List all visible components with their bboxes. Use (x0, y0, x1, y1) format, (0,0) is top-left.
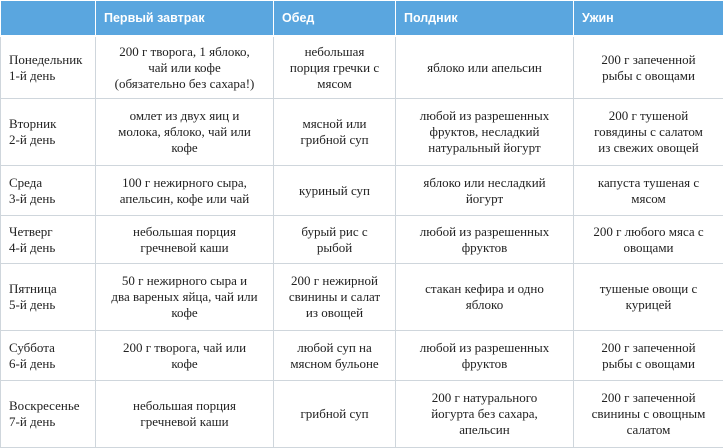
snack-cell-line: яблоко (402, 297, 567, 313)
day-cell (1, 381, 96, 448)
dinner-cell-line: 200 г запеченной (580, 340, 717, 356)
day-cell-line: 3-й день (9, 191, 89, 207)
dinner-cell-line: 200 г любого мяса с (580, 224, 717, 240)
snack-cell (396, 331, 574, 381)
lunch-cell (274, 36, 396, 99)
lunch-cell (274, 264, 396, 331)
lunch-cell-line: рыбой (280, 240, 389, 256)
dinner-cell-line: свинины с овощным (580, 406, 717, 422)
breakfast-cell-line: кофе (102, 140, 267, 156)
day-cell (1, 166, 96, 216)
lunch-cell (274, 166, 396, 216)
header-snack: Полдник (396, 1, 574, 37)
breakfast-cell-line: 200 г творога, чай или (102, 340, 267, 356)
lunch-cell (274, 216, 396, 264)
snack-cell (396, 36, 574, 99)
snack-cell-line: фруктов (402, 356, 567, 372)
day-cell-line: Четверг (9, 224, 89, 240)
table-row (1, 99, 723, 166)
dinner-cell (574, 216, 723, 264)
breakfast-cell (96, 36, 274, 99)
lunch-cell-line: небольшая (280, 44, 389, 60)
dinner-cell-line: капуста тушеная с (580, 175, 717, 191)
breakfast-cell-line: чай или кофе (102, 60, 267, 76)
header-breakfast: Первый завтрак (96, 1, 274, 37)
table-row (1, 166, 723, 216)
snack-cell (396, 216, 574, 264)
snack-cell (396, 381, 574, 448)
lunch-cell (274, 99, 396, 166)
day-cell-line: Суббота (9, 340, 89, 356)
dinner-cell (574, 331, 723, 381)
breakfast-cell-line: апельсин, кофе или чай (102, 191, 267, 207)
snack-cell-line: стакан кефира и одно (402, 281, 567, 297)
breakfast-cell-line: кофе (102, 305, 267, 321)
breakfast-cell (96, 99, 274, 166)
lunch-cell-line: 200 г нежирной (280, 273, 389, 289)
lunch-cell-line: из овощей (280, 305, 389, 321)
dinner-cell-line: овощами (580, 240, 717, 256)
dinner-cell (574, 381, 723, 448)
snack-cell-line: любой из разрешенных (402, 108, 567, 124)
dinner-cell-line: курицей (580, 297, 717, 313)
dinner-cell-line: говядины с салатом (580, 124, 717, 140)
breakfast-cell-line: 100 г нежирного сыра, (102, 175, 267, 191)
snack-cell-line: фруктов, несладкий (402, 124, 567, 140)
lunch-cell-line: мясном бульоне (280, 356, 389, 372)
breakfast-cell-line: небольшая порция (102, 398, 267, 414)
dinner-cell-line: салатом (580, 422, 717, 438)
day-cell-line: 6-й день (9, 356, 89, 372)
day-cell-line: Понедельник (9, 52, 89, 68)
table-header-row (1, 1, 723, 37)
day-cell-line: Пятница (9, 281, 89, 297)
breakfast-cell-line: омлет из двух яиц и (102, 108, 267, 124)
dinner-cell (574, 264, 723, 331)
breakfast-cell-line: гречневой каши (102, 414, 267, 430)
breakfast-cell-line: два вареных яйца, чай или (102, 289, 267, 305)
dinner-cell (574, 36, 723, 99)
snack-cell-line: фруктов (402, 240, 567, 256)
breakfast-cell-line: 200 г творога, 1 яблоко, (102, 44, 267, 60)
breakfast-cell (96, 216, 274, 264)
table-row (1, 264, 723, 331)
lunch-cell-line: бурый рис с (280, 224, 389, 240)
breakfast-cell (96, 331, 274, 381)
breakfast-cell-line: кофе (102, 356, 267, 372)
lunch-cell-line: куриный суп (280, 183, 389, 199)
snack-cell-line: натуральный йогурт (402, 140, 567, 156)
day-cell (1, 264, 96, 331)
breakfast-cell-line: гречневой каши (102, 240, 267, 256)
lunch-cell-line: любой суп на (280, 340, 389, 356)
snack-cell (396, 166, 574, 216)
dinner-cell-line: 200 г тушеной (580, 108, 717, 124)
lunch-cell-line: мясом (280, 76, 389, 92)
day-cell-line: 5-й день (9, 297, 89, 313)
breakfast-cell-line: (обязательно без сахара!) (102, 76, 267, 92)
breakfast-cell-line: небольшая порция (102, 224, 267, 240)
snack-cell-line: любой из разрешенных (402, 340, 567, 356)
day-cell (1, 216, 96, 264)
day-cell-line: Воскресенье (9, 398, 89, 414)
lunch-cell-line: свинины и салат (280, 289, 389, 305)
table-row (1, 331, 723, 381)
breakfast-cell (96, 264, 274, 331)
lunch-cell-line: порция гречки с (280, 60, 389, 76)
day-cell (1, 36, 96, 99)
lunch-cell-line: грибной суп (280, 406, 389, 422)
table-body (1, 36, 723, 448)
lunch-cell (274, 331, 396, 381)
day-cell-line: 1-й день (9, 68, 89, 84)
dinner-cell-line: из свежих овощей (580, 140, 717, 156)
dinner-cell-line: рыбы с овощами (580, 356, 717, 372)
lunch-cell (274, 381, 396, 448)
header-dinner: Ужин (574, 1, 723, 37)
lunch-cell-line: мясной или (280, 116, 389, 132)
table-row (1, 36, 723, 99)
header-lunch: Обед (274, 1, 396, 37)
breakfast-cell-line: молока, яблоко, чай или (102, 124, 267, 140)
lunch-cell-line: грибной суп (280, 132, 389, 148)
dinner-cell-line: мясом (580, 191, 717, 207)
snack-cell-line: яблоко или несладкий (402, 175, 567, 191)
snack-cell-line: апельсин (402, 422, 567, 438)
snack-cell-line: йогурт (402, 191, 567, 207)
snack-cell-line: йогурта без сахара, (402, 406, 567, 422)
day-cell-line: 7-й день (9, 414, 89, 430)
snack-cell-line: 200 г натурального (402, 390, 567, 406)
snack-cell (396, 99, 574, 166)
day-cell-line: 2-й день (9, 132, 89, 148)
dinner-cell-line: рыбы с овощами (580, 68, 717, 84)
day-cell-line: 4-й день (9, 240, 89, 256)
table-row (1, 216, 723, 264)
breakfast-cell (96, 166, 274, 216)
snack-cell-line: яблоко или апельсин (402, 60, 567, 76)
header-day (1, 1, 96, 37)
dinner-cell-line: 200 г запеченной (580, 52, 717, 68)
day-cell-line: Среда (9, 175, 89, 191)
day-cell (1, 99, 96, 166)
snack-cell-line: любой из разрешенных (402, 224, 567, 240)
day-cell (1, 331, 96, 381)
day-cell-line: Вторник (9, 116, 89, 132)
breakfast-cell (96, 381, 274, 448)
dinner-cell (574, 166, 723, 216)
snack-cell (396, 264, 574, 331)
dinner-cell-line: тушеные овощи с (580, 281, 717, 297)
dinner-cell-line: 200 г запеченной (580, 390, 717, 406)
dinner-cell (574, 99, 723, 166)
breakfast-cell-line: 50 г нежирного сыра и (102, 273, 267, 289)
table-row (1, 381, 723, 448)
